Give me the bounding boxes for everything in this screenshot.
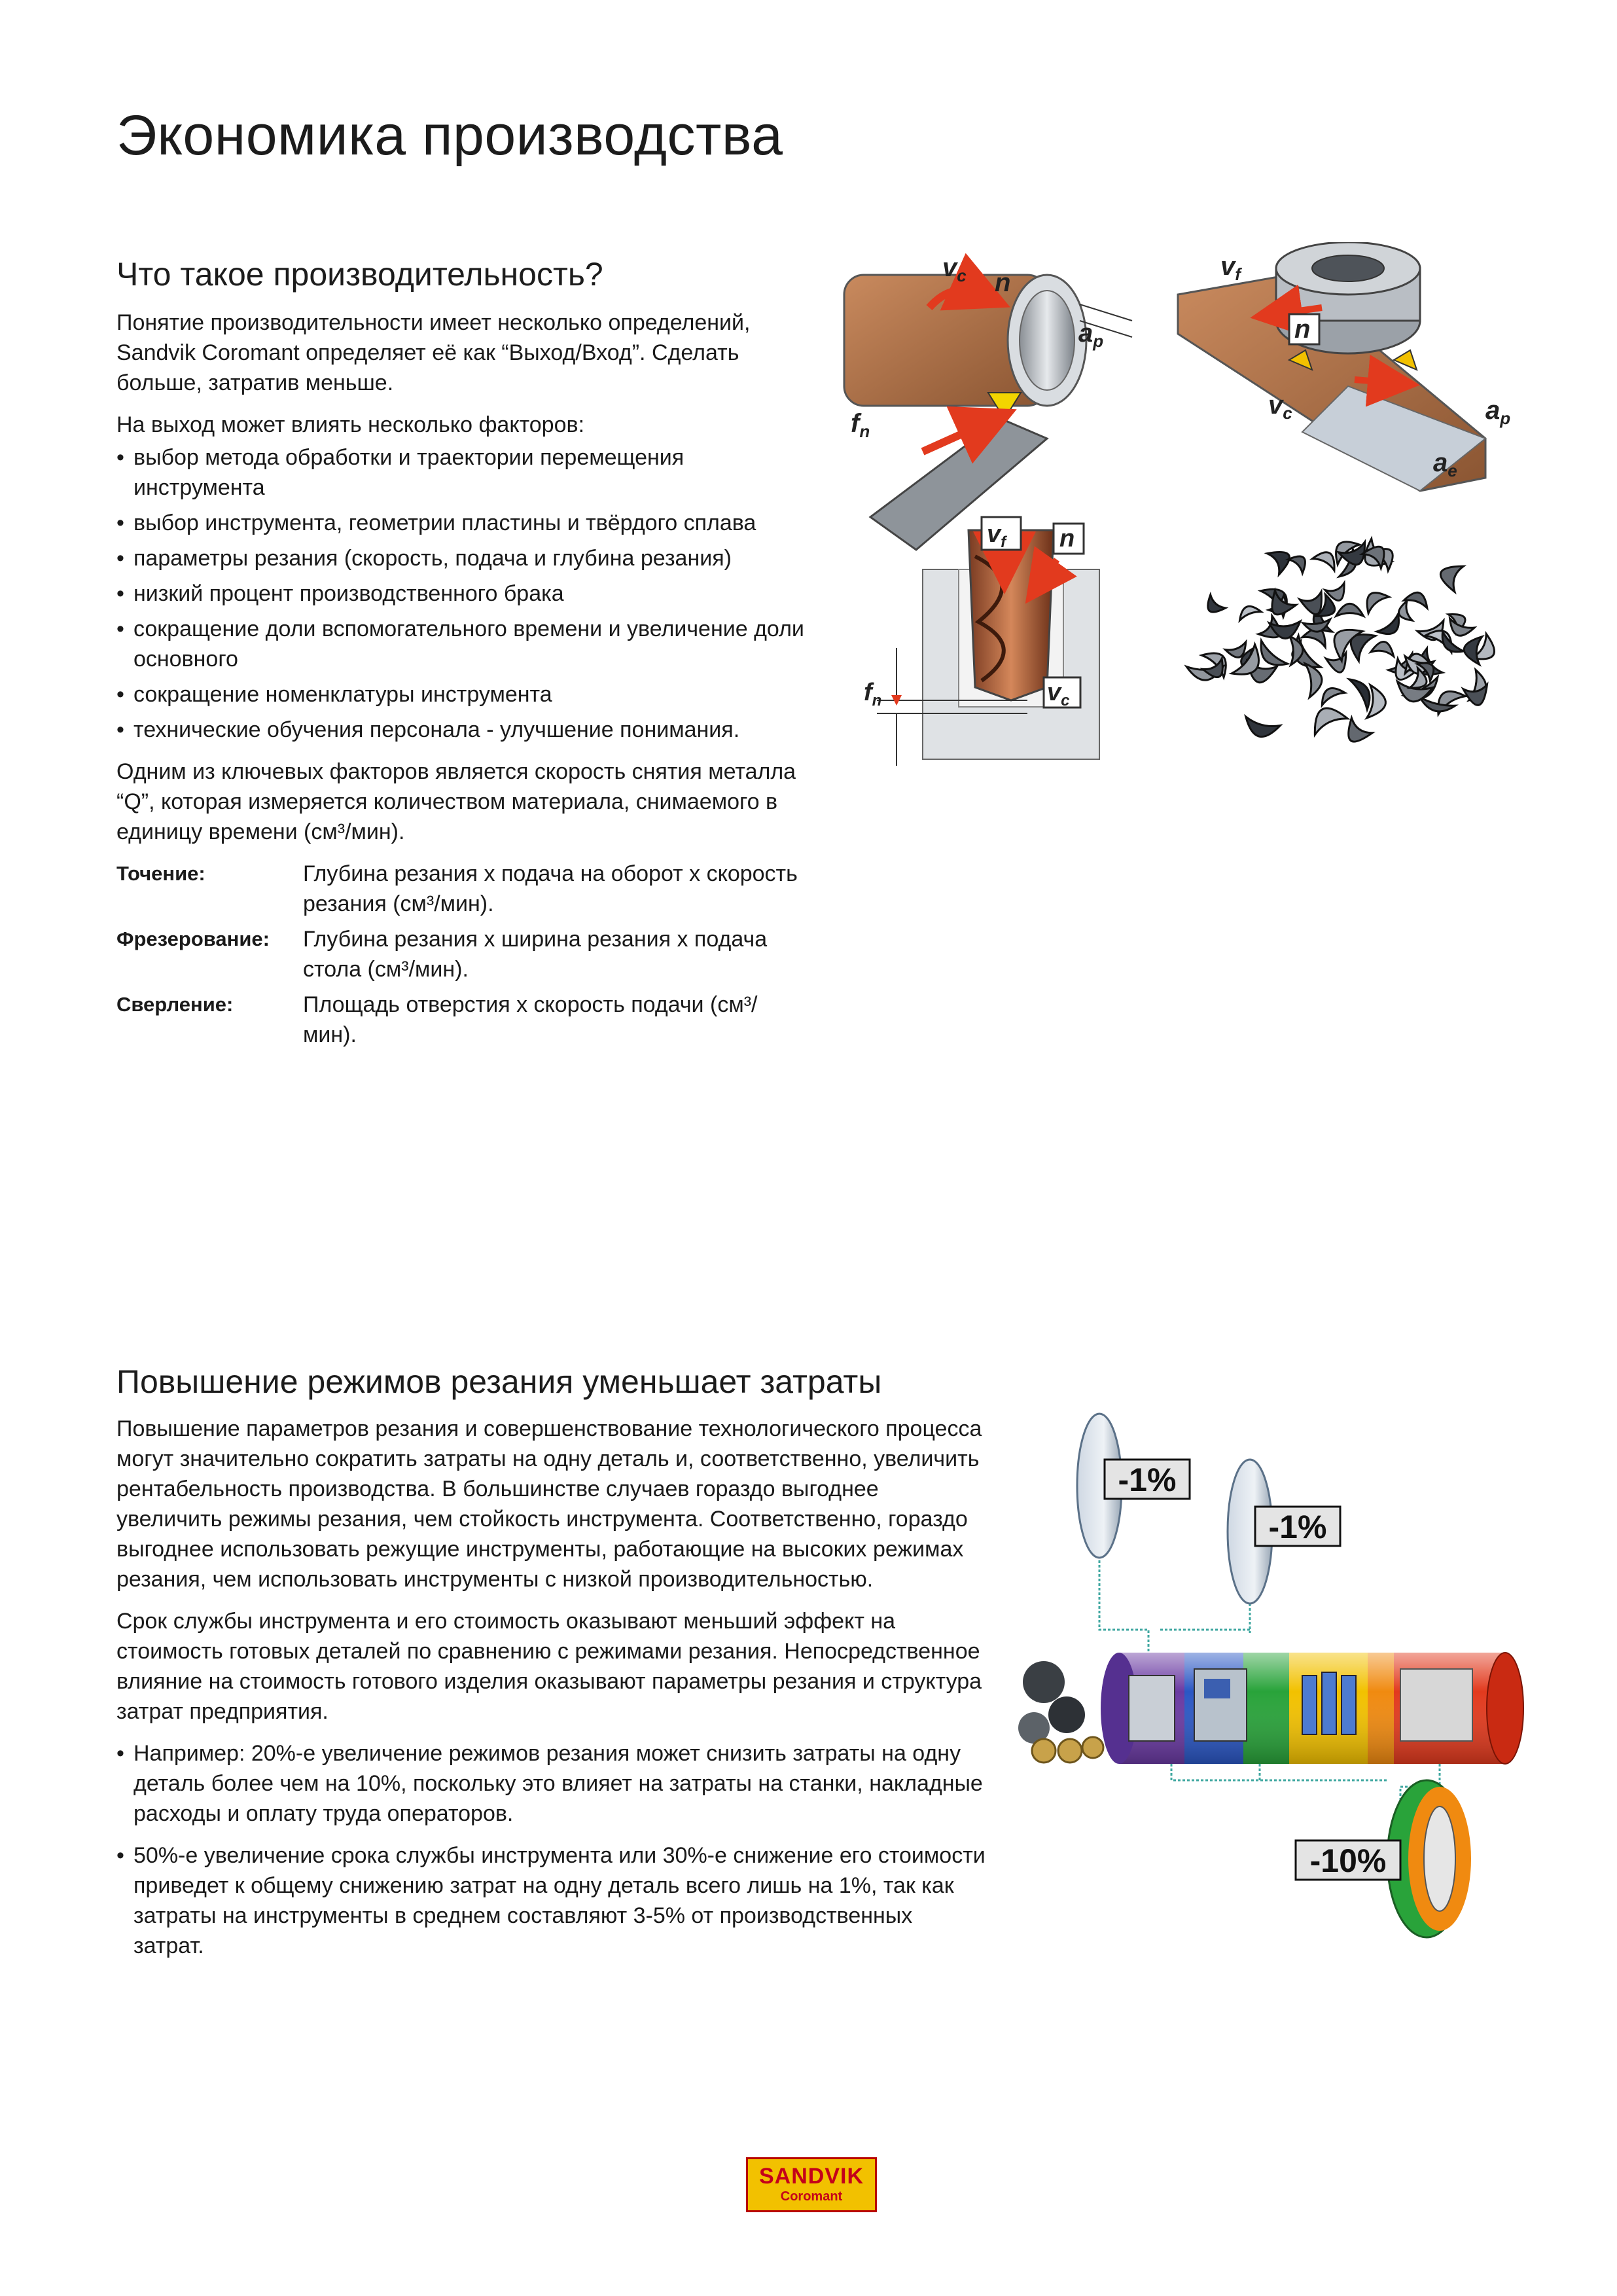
svg-text:vf	[1220, 252, 1242, 284]
label-fn: f	[851, 409, 860, 438]
list-item: • сокращение доли вспомогательного времени и увеличение доли основного	[116, 614, 810, 674]
label-vf-sub: f	[1235, 264, 1241, 284]
label-n: n	[1059, 525, 1075, 552]
intro-paragraph: Понятие производительности имеет несколько определений, Sandvik Coromant определяет её как “Выход/Вход”. Сделать больше, затратив меньше.	[116, 310, 751, 395]
q-row-value: Глубина резания x ширина резания x подача стола (см³/мин).	[303, 927, 768, 982]
label-vc: v	[1047, 679, 1061, 706]
section-productivity-body	[116, 308, 810, 1055]
q-row-value: Глубина резания x подача на оборот x скорость резания (см³/мин).	[303, 861, 798, 916]
q-row-value: Площадь отверстия x скорость подачи (см³/мин).	[303, 992, 758, 1047]
turning-illustration	[844, 253, 1132, 550]
paragraph: Срок службы инструмента и его стоимость оказывают меньший эффект на стоимость готовых деталей по сравнению с режимами резания. Непосредственное влияние на стоимость готового изделия оказывают параметры резания и структура затрат предприятия.	[116, 1609, 982, 1724]
cost-label: -1%	[1268, 1509, 1327, 1545]
section-heading-productivity: Что такое производительность?	[116, 256, 603, 293]
label-vc: v	[1268, 391, 1283, 420]
section-cutting-data-body	[116, 1414, 987, 1966]
label-vc-sub: c	[1283, 403, 1292, 423]
label-vf: v	[987, 520, 1001, 548]
page-title: Экономика производства	[116, 104, 783, 167]
label-fn-sub: n	[872, 692, 882, 709]
label-ae: a	[1433, 448, 1448, 477]
label-n: n	[995, 268, 1011, 297]
label-vc-sub: c	[957, 266, 967, 285]
label-ae-sub: e	[1448, 461, 1457, 480]
list-item: • параметры резания (скорость, подача и глубина резания)	[116, 543, 810, 573]
label-vc-sub: c	[1061, 692, 1070, 709]
label-n: n	[1294, 315, 1311, 344]
metal-chips-image	[1186, 534, 1501, 748]
cost-label: -10%	[1309, 1842, 1387, 1879]
paragraph: Повышение параметров резания и совершенствование технологического процесса могут значительно сократить затраты на одну деталь и, соответственно, увеличить рентабельность производства. В большинстве случаев гораздо выгоднее увеличить режимы резания, чем стойкость инструмента. Соответственно, гораздо выгоднее использовать режущие инструменты, работающие на высоких режимах резания, чем использовать инструменты с низкой производительностью.	[116, 1416, 982, 1592]
label-vc: v	[942, 253, 957, 282]
q-paragraph: Одним из ключевых факторов является скорость снятия металла “Q”, которая измеряется количеством материала, снимаемого в единицу времени (см³/мин).	[116, 759, 796, 844]
list-item: • Например: 20%-е увеличение режимов резания может снизить затраты на одну деталь более чем на 10%, поскольку это влияет на затраты на станки, накладные расходы и оплату труда операторов.	[116, 1738, 987, 1829]
examples-list	[116, 1738, 987, 1961]
label-vf: v	[1220, 252, 1235, 281]
svg-text:fn	[851, 409, 870, 441]
q-row-milling	[116, 924, 810, 984]
logo-line2: Coromant	[780, 2189, 843, 2204]
q-row-drilling	[116, 990, 810, 1050]
section-heading-cutting-data: Повышение режимов резания уменьшает затраты	[116, 1363, 882, 1400]
sandvik-coromant-logo	[746, 2157, 877, 2212]
q-row-label: Сверление:	[116, 993, 234, 1016]
label-vf-sub: f	[1001, 533, 1006, 551]
q-row-label: Фрезерование:	[116, 927, 270, 950]
label-ap: a	[1078, 319, 1093, 348]
svg-text:fn	[864, 679, 881, 709]
list-item: • технические обучения персонала - улучшение понимания.	[116, 715, 810, 745]
q-row-label: Точение:	[116, 862, 205, 885]
factors-intro: На выход может влиять несколько факторов:	[116, 412, 585, 437]
list-item: • выбор инструмента, геометрии пластины и твёрдого сплава	[116, 508, 810, 538]
drilling-illustration	[864, 517, 1099, 766]
list-item: • 50%-е увеличение срока службы инструмента или 30%-е снижение его стоимости приведет к общему снижению затрат на одну деталь всего лишь на 1%, так как затраты на инструменты в среднем составляют 3-5% от производственных затрат.	[116, 1840, 987, 1961]
cost-reduction-diagram	[1008, 1407, 1531, 1964]
label-fn-sub: n	[859, 422, 870, 441]
label-ap: a	[1485, 396, 1501, 425]
svg-text:ap	[1078, 319, 1103, 351]
cost-label: -1%	[1118, 1462, 1177, 1498]
svg-text:vc	[942, 253, 967, 285]
milling-illustration	[1178, 242, 1510, 491]
q-row-turning	[116, 859, 810, 919]
list-item: • сокращение номенклатуры инструмента	[116, 679, 810, 709]
label-fn: f	[864, 679, 872, 706]
logo-line1: SANDVIK	[758, 2164, 864, 2189]
inserts-pile-image	[1018, 1661, 1103, 1763]
machining-illustrations	[831, 242, 1525, 772]
list-item: • выбор метода обработки и траектории перемещения инструмента	[116, 442, 810, 503]
list-item: • низкий процент производственного брака	[116, 579, 810, 609]
svg-text:ap	[1485, 396, 1510, 428]
label-ap-sub: p	[1093, 331, 1104, 351]
factors-list	[116, 442, 810, 745]
label-ap-sub: p	[1500, 408, 1511, 428]
